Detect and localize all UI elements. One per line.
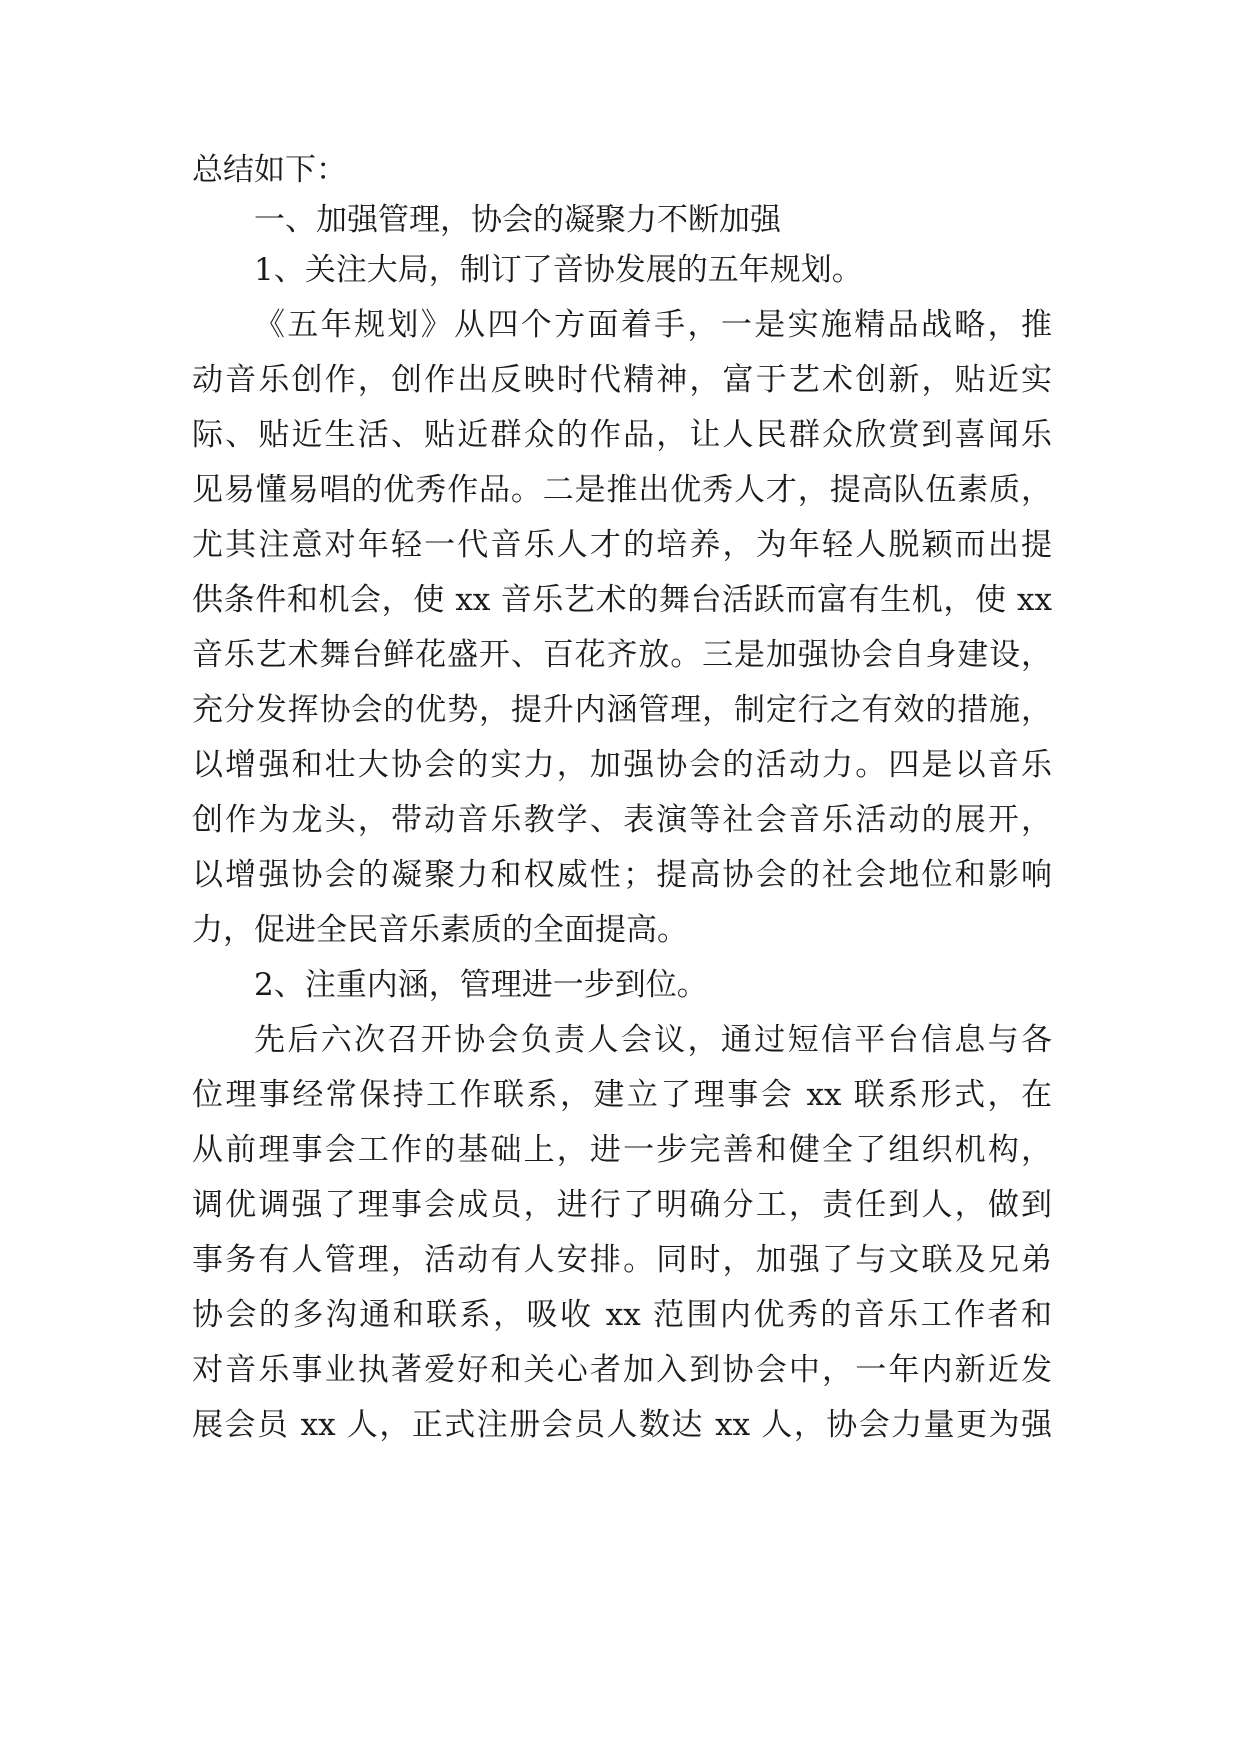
text-line: 协会的多沟通和联系，吸收 xx 范围内优秀的音乐工作者和: [192, 1297, 1052, 1333]
text-line: 以增强和壮大协会的实力，加强协会的活动力。四是以音乐: [192, 747, 1052, 783]
text-line: 《五年规划》从四个方面着手，一是实施精品战略，推: [254, 307, 1052, 343]
subsection-heading: 2、注重内涵，管理进一步到位。: [254, 967, 708, 1003]
text-line: 力，促进全民音乐素质的全面提高。: [192, 912, 688, 948]
text-line: 调优调强了理事会成员，进行了明确分工，责任到人，做到: [192, 1187, 1052, 1223]
text-line: 事务有人管理，活动有人安排。同时，加强了与文联及兄弟: [192, 1242, 1052, 1278]
text-line: 先后六次召开协会负责人会议，通过短信平台信息与各: [254, 1022, 1052, 1058]
text-line: 位理事经常保持工作联系，建立了理事会 xx 联系形式，在: [192, 1077, 1052, 1113]
text-line: 际、贴近生活、贴近群众的作品，让人民群众欣赏到喜闻乐: [192, 417, 1052, 453]
text-line: 充分发挥协会的优势，提升内涵管理，制定行之有效的措施，: [192, 692, 1052, 728]
text-line: 展会员 xx 人，正式注册会员人数达 xx 人，协会力量更为强: [192, 1407, 1052, 1443]
text-line: 见易懂易唱的优秀作品。二是推出优秀人才，提高队伍素质，: [192, 472, 1052, 508]
text-line: 对音乐事业执著爱好和关心者加入到协会中，一年内新近发: [192, 1352, 1052, 1388]
text-line: 以增强协会的凝聚力和权威性；提高协会的社会地位和影响: [192, 857, 1052, 893]
section-heading: 一、加强管理，协会的凝聚力不断加强: [254, 202, 781, 238]
text-line: 总结如下：: [192, 152, 347, 188]
text-line: 供条件和机会，使 xx 音乐艺术的舞台活跃而富有生机，使 xx: [192, 582, 1052, 618]
subsection-heading: 1、关注大局，制订了音协发展的五年规划。: [254, 252, 863, 288]
text-line: 创作为龙头，带动音乐教学、表演等社会音乐活动的展开，: [192, 802, 1052, 838]
text-line: 从前理事会工作的基础上，进一步完善和健全了组织机构，: [192, 1132, 1052, 1168]
text-line: 尤其注意对年轻一代音乐人才的培养，为年轻人脱颖而出提: [192, 527, 1052, 563]
text-line: 音乐艺术舞台鲜花盛开、百花齐放。三是加强协会自身建设，: [192, 637, 1052, 673]
text-line: 动音乐创作，创作出反映时代精神，富于艺术创新，贴近实: [192, 362, 1052, 398]
